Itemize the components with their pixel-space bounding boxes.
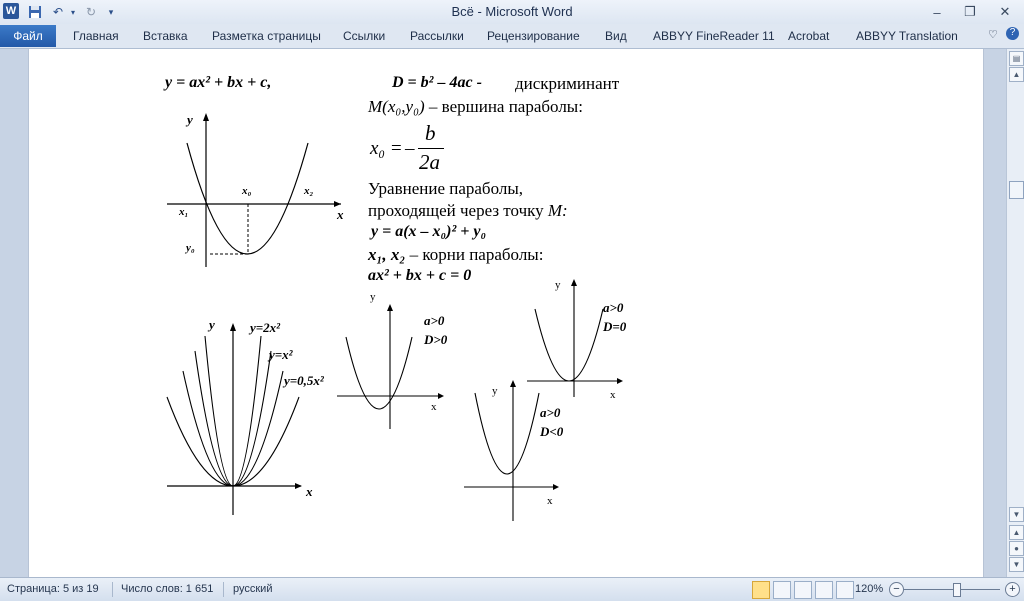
graph-5-no-roots (29, 49, 983, 577)
g3-x-label: x (431, 401, 437, 413)
vertex-label: M(x₀,y₀) (368, 97, 425, 116)
status-separator (112, 582, 113, 597)
tab-review[interactable]: Рецензирование (487, 29, 580, 43)
roots-text: – корни параболы: (405, 245, 544, 264)
close-button[interactable]: ✕ (999, 4, 1011, 19)
g5-parabola (475, 393, 539, 474)
g1-y0-label: y₀ (186, 242, 195, 254)
g2-y-label: y (209, 317, 215, 332)
tab-page-layout[interactable]: Разметка страницы (212, 29, 321, 43)
equation-line-1: Уравнение параболы, (368, 179, 524, 198)
zoom-in-button[interactable]: + (1005, 582, 1020, 597)
redo-icon[interactable]: ↻ (85, 5, 97, 19)
title-bar (0, 0, 1024, 24)
fraction-denominator: 2a (419, 150, 440, 174)
g1-x-label: x (337, 207, 344, 222)
g4-y-label: y (555, 279, 561, 291)
undo-dropdown-icon[interactable]: ▾ (70, 7, 75, 17)
g3-cond-d: D>0 (424, 332, 448, 347)
vertical-scrollbar[interactable] (1006, 49, 1024, 577)
previous-page-icon[interactable]: ▲ (1009, 525, 1024, 540)
vertex-form-equation: y = a(x – x₀)² + y₀ (371, 223, 487, 240)
fraction-numerator: b (425, 121, 436, 145)
scroll-up-icon[interactable]: ▲ (1009, 67, 1024, 82)
tab-abbyy-translation[interactable]: ABBYY Translation (856, 29, 958, 43)
roots-equation: ax² + bx + c = 0 (368, 267, 472, 284)
g1-x0-label: x₀ (242, 185, 252, 197)
zoom-slider-thumb[interactable] (953, 583, 961, 597)
tab-mailings[interactable]: Рассылки (410, 29, 464, 43)
document-page[interactable] (28, 49, 984, 577)
scroll-thumb[interactable] (1009, 181, 1024, 199)
zoom-out-button[interactable]: − (889, 582, 904, 597)
g1-x2-label: x₂ (304, 185, 314, 197)
roots-label: x₁, x₂ (368, 245, 406, 264)
document-area (0, 49, 1006, 577)
word-count[interactable]: Число слов: 1 651 (121, 583, 214, 595)
equation-point: M: (547, 201, 568, 220)
outline-view-icon[interactable] (815, 581, 833, 599)
customize-toolbar-icon[interactable]: ▾ (108, 6, 114, 17)
g3-y-label: y (370, 291, 376, 303)
general-quadratic-formula: y = ax² + bx + c, (165, 74, 272, 91)
g5-y-arrow (510, 380, 516, 387)
g4-cond-a: a>0 (603, 300, 624, 315)
g5-y-label: y (492, 385, 498, 397)
minimize-button[interactable]: – (933, 4, 941, 20)
discriminant-word: дискриминант (515, 74, 620, 93)
tab-home[interactable]: Главная (73, 29, 119, 43)
ruler-toggle-icon[interactable]: ▤ (1009, 51, 1024, 66)
g3-cond-a: a>0 (424, 313, 445, 328)
g5-x-arrow (553, 484, 559, 490)
browse-object-icon[interactable]: ● (1009, 541, 1024, 556)
page-count[interactable]: Страница: 5 из 19 (7, 583, 99, 595)
tab-acrobat[interactable]: Acrobat (788, 29, 830, 43)
equation-line-2-text: проходящей через точку (368, 201, 548, 220)
tab-file[interactable]: Файл (0, 25, 56, 47)
window-title: Всё - Microsoft Word (451, 4, 573, 19)
discriminant-formula: D = b² – 4ac - (392, 74, 482, 91)
help-button[interactable]: ? (1006, 27, 1019, 40)
print-layout-view-icon[interactable] (752, 581, 770, 599)
ribbon-tabs (0, 24, 1024, 49)
g4-x-label: x (610, 389, 616, 401)
g1-x1-label: x₁ (179, 206, 189, 218)
word-app-icon[interactable]: W (3, 3, 19, 19)
maximize-button[interactable]: ❐ (964, 4, 976, 19)
full-screen-reading-view-icon[interactable] (773, 581, 791, 599)
g5-x-label: x (547, 495, 553, 507)
next-page-icon[interactable]: ▼ (1009, 557, 1024, 572)
g5-cond-d: D<0 (540, 424, 564, 439)
status-bar (0, 577, 1024, 601)
tab-view[interactable]: Вид (605, 29, 627, 43)
g5-cond-a: a>0 (540, 405, 561, 420)
ribbon-collapse-icon[interactable]: ♡ (988, 29, 998, 41)
tab-references[interactable]: Ссылки (343, 29, 386, 43)
vertex-minus: – (405, 138, 415, 159)
tab-abbyy-finereader[interactable]: ABBYY FineReader 11 (653, 29, 775, 43)
status-separator (223, 582, 224, 597)
tab-insert[interactable]: Вставка (143, 29, 188, 43)
g2-label-2x2: y=2x² (250, 320, 281, 335)
vertex-text: – вершина параболы: (424, 97, 583, 116)
draft-view-icon[interactable] (836, 581, 854, 599)
vertex-x-formula: x₀ = (370, 138, 403, 159)
g2-label-05x2: y=0,5x² (284, 373, 324, 388)
g2-label-x2: y=x² (269, 347, 293, 362)
scroll-down-icon[interactable]: ▼ (1009, 507, 1024, 522)
web-layout-view-icon[interactable] (794, 581, 812, 599)
g1-y-label: y (187, 112, 193, 127)
g2-x-label: x (306, 484, 313, 499)
g4-cond-d: D=0 (603, 319, 627, 334)
zoom-slider-track[interactable] (904, 589, 1000, 590)
language-indicator[interactable]: русский (233, 583, 273, 595)
zoom-level[interactable]: 120% (855, 583, 884, 595)
undo-icon[interactable]: ↶ (52, 5, 64, 19)
